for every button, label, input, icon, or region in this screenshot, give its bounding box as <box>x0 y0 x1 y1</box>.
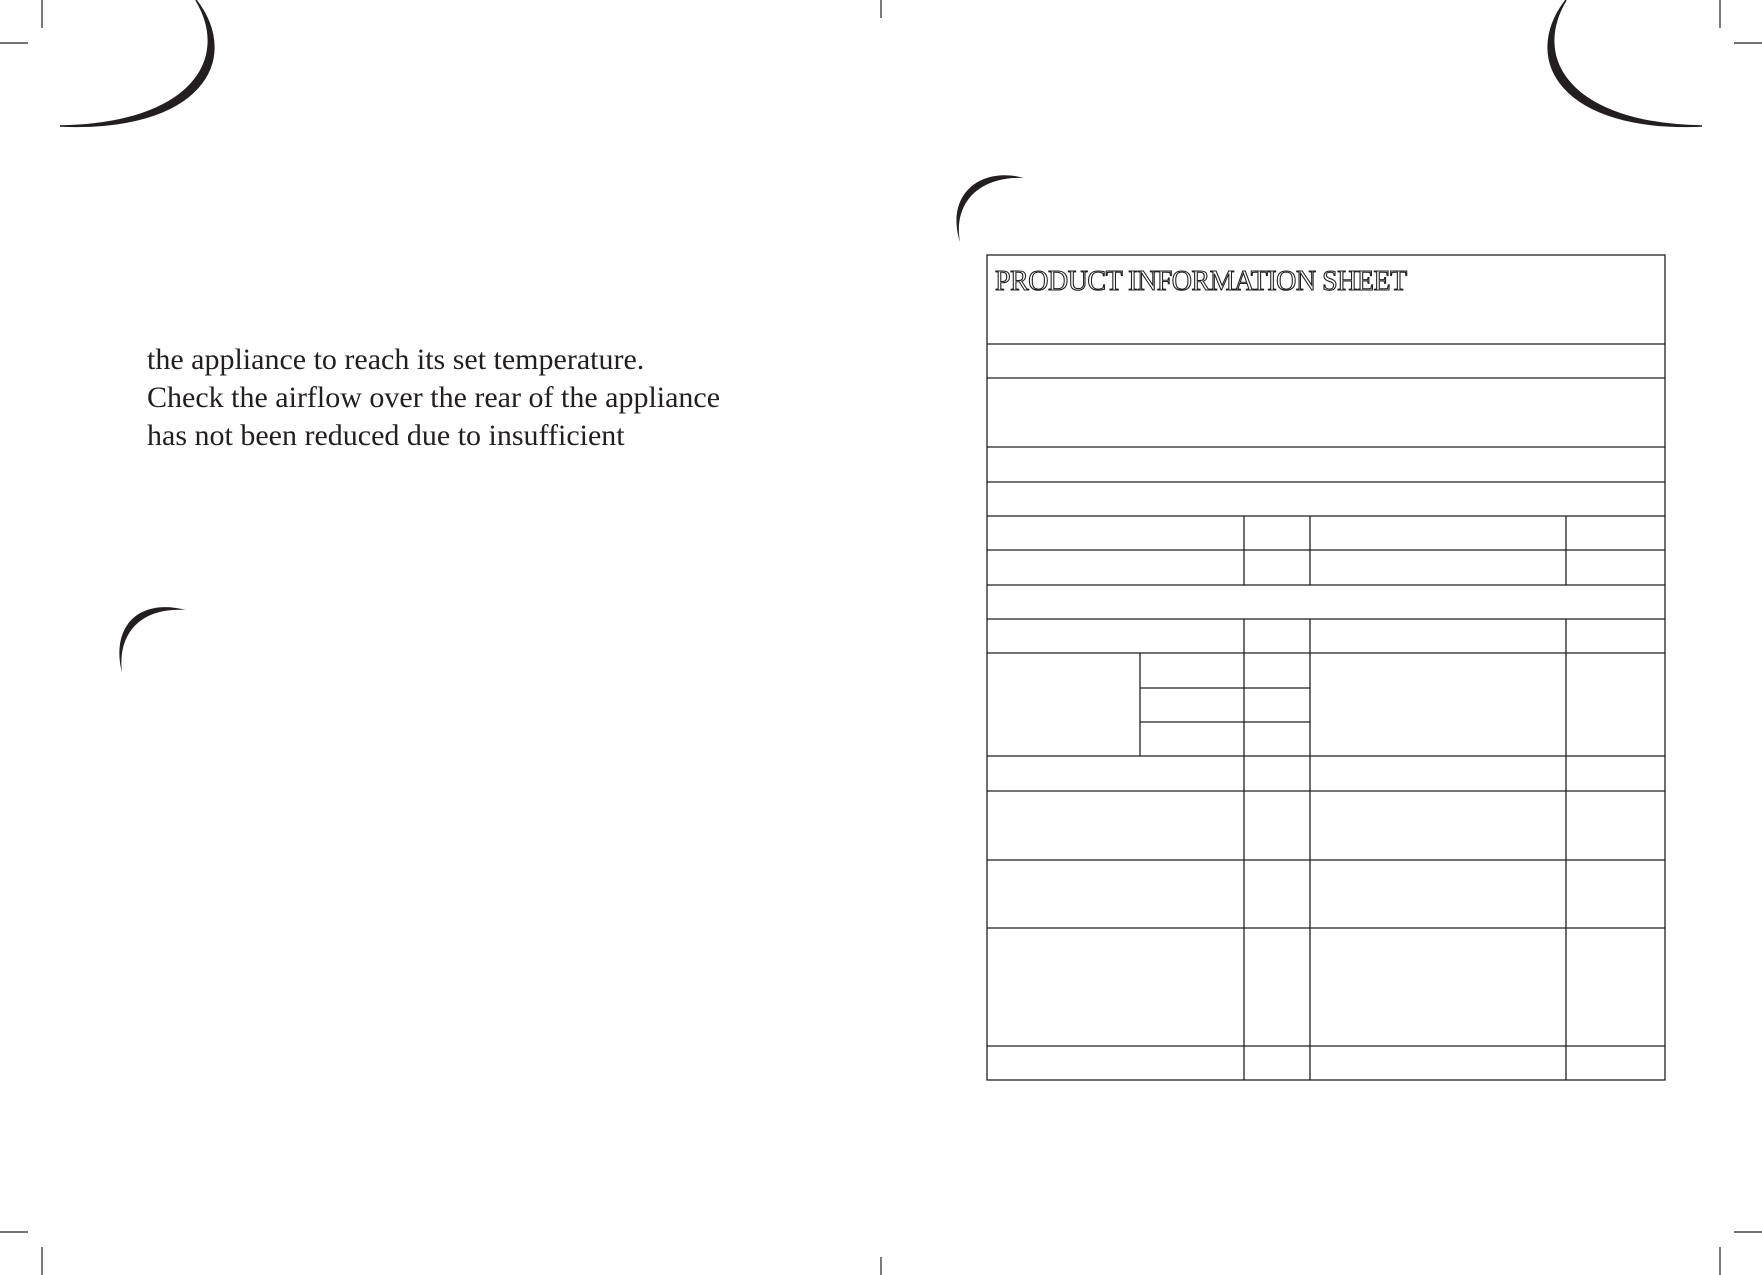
body-paragraph <box>147 341 787 455</box>
body-line: Check the airflow over the rear of the appliance <box>147 381 721 414</box>
section-swoosh-left <box>119 607 186 673</box>
corner-swoosh-top-left <box>60 0 214 126</box>
corner-swoosh-top-right <box>1548 0 1702 126</box>
body-line: the appliance to reach its set temperature. <box>147 343 645 376</box>
section-swoosh-right <box>956 175 1024 242</box>
product-info-table <box>987 255 1665 1080</box>
body-line: has not been reduced due to insufficient <box>147 419 625 452</box>
sheet-title: PRODUCT INFORMATION SHEET <box>995 266 1407 297</box>
